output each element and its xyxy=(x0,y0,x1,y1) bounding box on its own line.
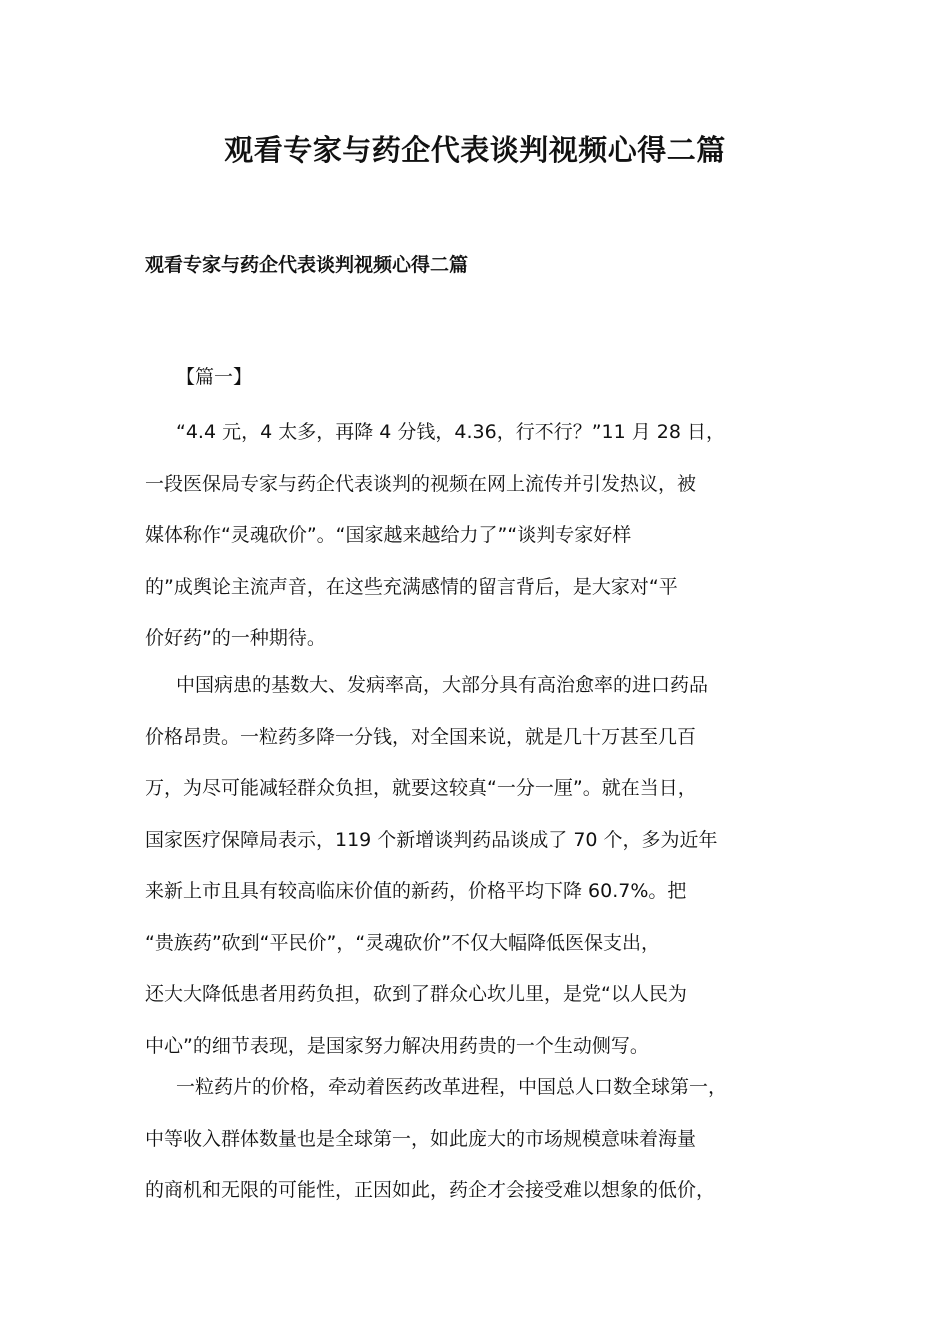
section-label: 【篇一】 xyxy=(176,366,253,388)
paragraph-line: 价好药”的一种期待。 xyxy=(145,627,326,649)
paragraph-line: 还大大降低患者用药负担，砍到了群众心坎儿里，是党“以人民为 xyxy=(145,983,687,1005)
paragraph-line: 的”成舆论主流声音，在这些充满感情的留言背后，是大家对“平 xyxy=(145,575,678,598)
paragraph-line: “4.4 元，4 太多，再降 4 分钱，4.36，行不行？”11 月 28 日， xyxy=(176,421,726,443)
paragraph-line: 中国病患的基数大、发病率高，大部分具有高治愈率的进口药品 xyxy=(176,674,709,696)
paragraph-line: 价格昂贵。一粒药多降一分钱，对全国来说，就是几十万甚至几百 xyxy=(145,725,697,748)
paragraph-line: 来新上市且具有较高临床价值的新药，价格平均下降 60.7%。把 xyxy=(145,880,687,902)
document-subtitle: 观看专家与药企代表谈判视频心得二篇 xyxy=(145,254,469,276)
paragraph-line: 一段医保局专家与药企代表谈判的视频在网上流传并引发热议，被 xyxy=(145,472,697,495)
paragraph-line: 中心”的细节表现，是国家努力解决用药贵的一个生动侧写。 xyxy=(145,1034,649,1057)
paragraph-line: 一粒药片的价格，牵动着医药改革进程，中国总人口数全球第一， xyxy=(176,1076,728,1098)
paragraph-line: 中等收入群体数量也是全球第一，如此庞大的市场规模意味着海量 xyxy=(145,1127,697,1150)
paragraph-3 xyxy=(145,1062,815,1217)
paragraph-line: “贵族药”砍到“平民价”，“灵魂砍价”不仅大幅降低医保支出， xyxy=(145,931,661,954)
paragraph-line: 国家医疗保障局表示，119 个新增谈判药品谈成了 70 个，多为近年 xyxy=(145,828,718,851)
paragraph-line: 万，为尽可能减轻群众负担，就要这较真“一分一厘”。就在当日， xyxy=(145,777,697,799)
paragraph-2 xyxy=(145,660,815,1072)
paragraph-line: 的商机和无限的可能性，正因如此，药企才会接受难以想象的低价， xyxy=(145,1179,716,1201)
paragraph-1 xyxy=(145,407,815,665)
document-title: 观看专家与药企代表谈判视频心得二篇 xyxy=(224,133,726,167)
paragraph-line: 媒体称作“灵魂砍价”。“国家越来越给力了”“谈判专家好样 xyxy=(145,524,632,546)
